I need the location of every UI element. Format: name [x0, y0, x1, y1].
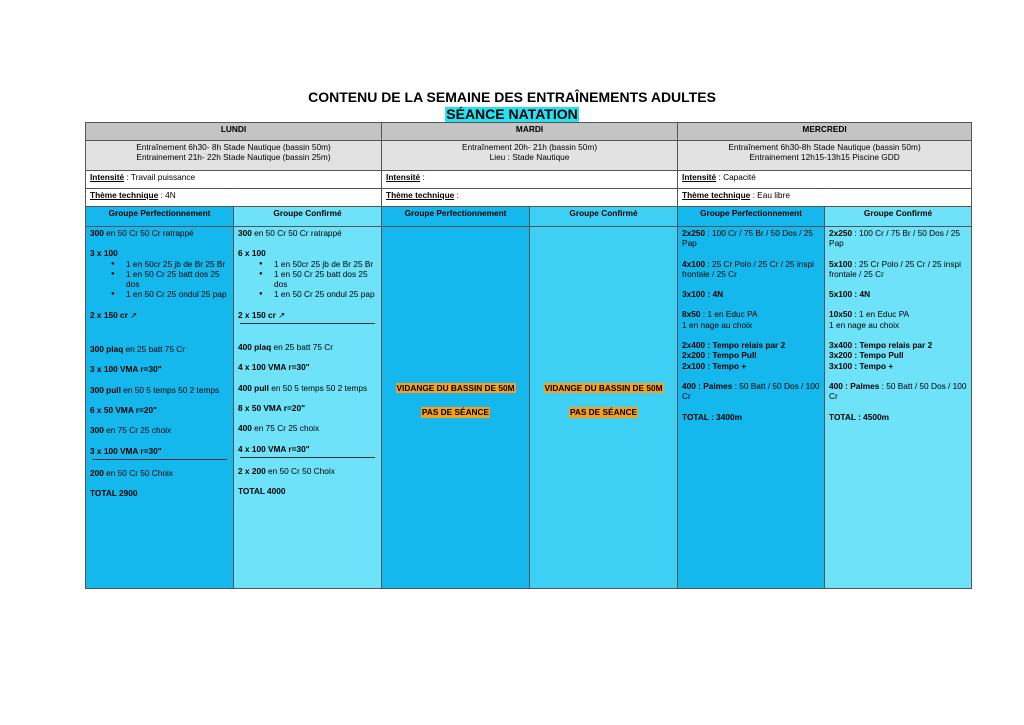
workout-line: 4x100 : 25 Cr Polo / 25 Cr / 25 inspi frontale / 25 Cr — [682, 258, 814, 279]
training-schedule-table — [85, 122, 972, 589]
workout-line: 2 x 150 cr ↗ — [90, 309, 138, 320]
workout-line: 8 x 50 VMA r=20" — [238, 402, 306, 413]
workout-line: 3 x 100 VMA r=30" — [90, 364, 162, 375]
workout-line: 3x400 : Tempo relais par 2 — [829, 340, 933, 351]
workout-line: 6 x 100 — [238, 248, 266, 259]
theme-label: Thème technique — [386, 190, 455, 200]
workout-line: 5x100 : 25 Cr Polo / 25 Cr / 25 inspi frontale / 25 Cr — [829, 258, 961, 279]
workout-line: 3 x 100 — [90, 248, 118, 259]
theme-row — [86, 189, 972, 207]
place-line: Entraînement 20h- 21h (bassin 50m) — [461, 142, 598, 152]
workout-line: 2 x 150 cr ↗ — [238, 309, 286, 320]
document-subtitle: SÉANCE NATATION — [446, 106, 578, 122]
place-row — [86, 141, 972, 171]
workout-line: 400 plaq en 25 batt 75 Cr — [238, 342, 334, 353]
workout-mercredi-perf — [678, 227, 825, 589]
intensity-label: Intensité — [90, 172, 125, 182]
theme-label: Thème technique — [90, 190, 159, 200]
workout-body-row — [86, 227, 972, 589]
place-mercredi — [678, 141, 972, 171]
theme-value: : Eau libre — [750, 190, 790, 200]
theme-mardi — [382, 189, 678, 207]
group-header-lundi-conf: Groupe Confirmé — [234, 207, 382, 227]
separator-line — [240, 323, 375, 324]
workout-line: 400 : Palmes : 50 Batt / 50 Dos / 100 Cr — [829, 380, 967, 402]
place-line: Entraînement 6h30- 8h Stade Nautique (bassin 50m) — [136, 142, 331, 152]
workout-total: TOTAL 2900 — [90, 488, 138, 499]
workout-line: 3x200 : Tempo Pull — [829, 350, 904, 361]
drill-item: ● 1 en 50 Cr 25 ondul 25 pap — [126, 289, 229, 299]
workout-line: 300 en 50 Cr 50 Cr ratrappé — [238, 228, 342, 238]
drill-list — [238, 259, 377, 300]
day-header-lundi: LUNDI — [86, 123, 382, 141]
workout-line: 3 x 100 VMA r=30" — [90, 445, 162, 456]
workout-line: 1 en nage au choix — [682, 319, 753, 330]
workout-line: 10x50 : 1 en Educ PA — [829, 309, 910, 320]
theme-value: : — [454, 190, 459, 200]
theme-mercredi — [678, 189, 972, 207]
workout-mardi-perf — [382, 227, 530, 589]
workout-line: 2x200 : Tempo Pull — [682, 350, 757, 361]
workout-line: 300 en 50 Cr 50 Cr ratrappé — [90, 228, 194, 238]
day-header-mercredi: MERCREDI — [678, 123, 972, 141]
workout-line: 5x100 : 4N — [829, 289, 871, 300]
place-line: Lieu : Stade Nautique — [489, 152, 570, 163]
intensity-value: : Travail puissance — [124, 172, 196, 182]
separator-line — [240, 457, 375, 458]
intensity-row — [86, 171, 972, 189]
drill-list — [90, 259, 229, 300]
group-header-mercredi-conf: Groupe Confirmé — [825, 207, 972, 227]
workout-lundi-conf — [234, 227, 382, 589]
intensity-mercredi — [678, 171, 972, 189]
intensity-value: : — [420, 172, 425, 182]
document-title: CONTENU DE LA SEMAINE DES ENTRAÎNEMENTS ADULTES — [308, 89, 716, 105]
workout-line: 8x50 : 1 en Educ PA — [682, 309, 758, 320]
group-header-row — [86, 207, 972, 227]
workout-line: 300 en 75 Cr 25 choix — [90, 425, 172, 436]
intensity-label: Intensité — [682, 172, 717, 182]
group-header-mardi-conf: Groupe Confirmé — [530, 207, 678, 227]
drill-item: ● 1 en 50 Cr 25 batt dos 25 dos — [274, 269, 377, 290]
workout-lundi-perf — [86, 227, 234, 589]
workout-total: TOTAL 4000 — [238, 486, 286, 497]
theme-value: : 4N — [158, 190, 176, 200]
place-line: Entraînement 6h30-8h Stade Nautique (bassin 50m) — [728, 142, 921, 152]
group-header-mercredi-perf: Groupe Perfectionnement — [678, 207, 825, 227]
intensity-label: Intensité — [386, 172, 421, 182]
place-lundi — [86, 141, 382, 171]
workout-line: 2x250 : 100 Cr / 75 Br / 50 Dos / 25 Pap — [829, 228, 961, 249]
theme-label: Thème technique — [682, 190, 751, 200]
separator-line — [92, 459, 227, 460]
workout-line: 400 en 75 Cr 25 choix — [238, 423, 320, 434]
drill-item: ● 1 en 50cr 25 jb de Br 25 Br — [126, 259, 229, 269]
workout-line: 200 en 50 Cr 50 Choix — [90, 467, 174, 478]
workout-line: 4 x 100 VMA r=30" — [238, 362, 310, 373]
workout-line: 4 x 100 VMA r=30" — [238, 443, 310, 454]
place-mardi — [382, 141, 678, 171]
group-header-mardi-perf: Groupe Perfectionnement — [382, 207, 530, 227]
workout-line: 2x250 : 100 Cr / 75 Br / 50 Dos / 25 Pap — [682, 228, 814, 249]
group-header-lundi-perf: Groupe Perfectionnement — [86, 207, 234, 227]
intensity-value: : Capacité — [716, 172, 756, 182]
drill-item: ● 1 en 50 Cr 25 ondul 25 pap — [274, 289, 377, 299]
workout-line: 2 x 200 en 50 Cr 50 Choix — [238, 465, 335, 476]
intensity-lundi — [86, 171, 382, 189]
intensity-mardi — [382, 171, 678, 189]
workout-line: 3x100 : Tempo + — [829, 360, 894, 371]
workout-line: 400 : Palmes : 50 Batt / 50 Dos / 100 Cr — [682, 380, 820, 402]
workout-line: 2x400 : Tempo relais par 2 — [682, 340, 786, 351]
day-header-mardi: MARDI — [382, 123, 678, 141]
workout-line: 300 plaq en 25 batt 75 Cr — [90, 344, 186, 355]
place-line: Entrainement 12h15-13h15 Piscine GDD — [749, 152, 900, 163]
day-header-row — [86, 123, 972, 141]
place-line: Entrainement 21h- 22h Stade Nautique (bassin 25m) — [136, 152, 331, 163]
theme-lundi — [86, 189, 382, 207]
workout-line: 1 en nage au choix — [829, 319, 900, 330]
cancellation-banner: VIDANGE DU BASSIN DE 50M — [544, 383, 663, 393]
cancellation-banner: VIDANGE DU BASSIN DE 50M — [396, 383, 515, 393]
workout-total: TOTAL : 4500m — [829, 411, 889, 422]
workout-line: 3x100 : 4N — [682, 289, 724, 300]
workout-total: TOTAL : 3400m — [682, 411, 742, 422]
workout-mercredi-conf — [825, 227, 972, 589]
workout-mardi-conf — [530, 227, 678, 589]
no-session-banner: PAS DE SÉANCE — [421, 407, 490, 418]
workout-line: 6 x 50 VMA r=20" — [90, 404, 158, 415]
drill-item: ● 1 en 50 Cr 25 batt dos 25 dos — [126, 269, 229, 290]
workout-line: 300 pull en 50 5 temps 50 2 temps — [90, 384, 220, 395]
no-session-banner: PAS DE SÉANCE — [569, 407, 638, 418]
workout-line: 2x100 : Tempo + — [682, 360, 747, 371]
drill-item: ● 1 en 50cr 25 jb de Br 25 Br — [274, 259, 377, 269]
workout-line: 400 pull en 50 5 temps 50 2 temps — [238, 382, 368, 393]
